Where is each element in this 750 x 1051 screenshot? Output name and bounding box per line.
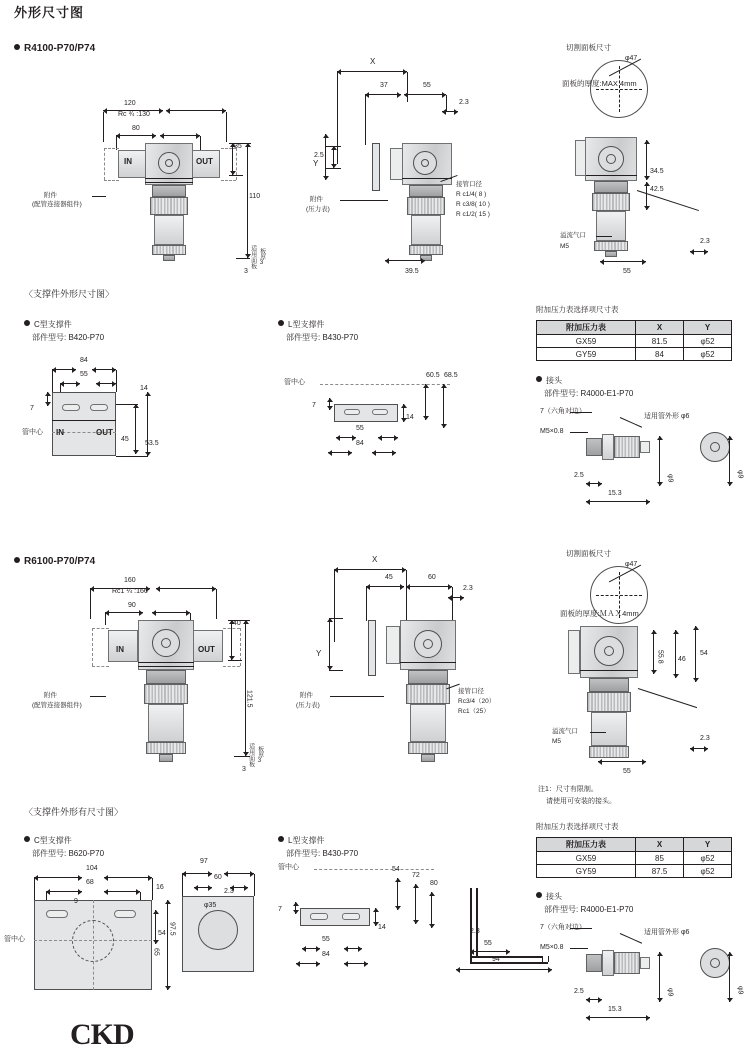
dim-23-6100: 2.3 [463,585,473,592]
joint-dim-hex-6100: 7（六角对边） [540,924,586,931]
cell-y-6100: φ52 [684,865,732,878]
b6100-dim-97: 97 [200,858,208,865]
panel-plate-rear-6100 [568,630,580,674]
label-accessory-connector: 附件 [44,192,57,199]
bracket-l-slot-right [372,409,388,415]
port-in-block [118,150,146,178]
joint-part-r6100: 部件型号: R4000-E1-P70 [544,905,634,914]
label-accessory-gauge-6100: 附件 [300,692,313,699]
joint-dim-m5-6100: M5×0.8 [540,944,564,951]
bracket-l-dim-605: 60.5 [426,372,440,379]
bracket-c-heading-6100: C型支撑件 [24,836,72,846]
neck-collar-side-6100 [408,670,448,684]
label-relief-port: 溢流气口 [560,232,586,239]
bracket-l-slot-left-6100 [310,913,328,920]
b6100l-dim-55b: 55 [484,940,492,947]
panel-cut-title: 切割面板尺寸 [566,43,611,52]
label-port-size-6100-2: Rc1（25） [458,708,490,715]
table-row [537,865,732,878]
th-x: X [636,321,684,335]
gauge-table-r4100 [536,320,732,361]
bowl-body [154,215,184,245]
joint-dim-hex: 7（六角对边） [540,408,586,415]
th-x-6100: X [636,838,684,852]
dim-120: 120 [124,100,136,107]
joint-dim-153-6100: 15.3 [608,1006,622,1013]
bowl-body-side [411,215,441,245]
bowl-ring-side-6100 [408,742,448,754]
bracket-c-part-label: 部件型号: B420-P70 [32,333,105,342]
dim-1215: 121.5 [245,690,253,708]
adjust-knob-side-center [421,159,429,167]
b6100-dim-65: 65 [152,948,160,956]
joint-dim-phi9: φ9 [666,474,674,483]
dim-110: 110 [249,193,261,200]
knob-front-center-6100 [161,638,171,648]
dim-37: 37 [380,82,388,89]
label-port-size-3: R c1/2( 15 ) [456,211,490,218]
joint-dim-25-6100: 2.5 [574,988,584,995]
drain-port [163,255,175,261]
neck-collar-rear [594,181,628,193]
slot-left [62,404,80,411]
joint-tube-end [640,441,650,453]
th-gauge: 附加压力表 [537,321,636,335]
label-accessory-connector-6100-sub: (配管连接器组件) [32,702,82,709]
label-port-size-1: R c1/4( 8 ) [456,191,487,198]
label-panel-thickness2: 板厚3 [258,248,265,266]
bowl-ring [152,245,186,255]
bowl-body-6100 [148,704,184,742]
b6100l-dim-55: 55 [322,936,330,943]
label-in-6100: IN [116,645,124,654]
bracket-c-dim-84: 84 [80,357,88,364]
joint-part-r4100: 部件型号: R4000-E1-P70 [544,389,634,398]
dim-rc114-166: Rc1 ¼ :166 [112,588,148,595]
dim-90: 90 [128,602,136,609]
table-row [537,348,732,361]
label-panel-thickness-6100: 适用面板 [247,743,254,767]
dim-45: 45 [385,574,393,581]
b6100l-dim-23b: 2.3 [470,928,480,935]
bracket-l-label-center-6100: 管中心 [278,864,299,871]
table-row [537,852,732,865]
joint-dim-tube-6100: 适用管外形 φ6 [644,929,690,936]
bracket-l-dim-84: 84 [356,440,364,447]
joint-dim-tube: 适用管外形 φ6 [644,413,690,420]
lock-ring [150,197,188,215]
joint-heading-r6100: 接头 [536,892,562,902]
panel-plate-rear [575,140,586,176]
bracket-c-label-out: OUT [96,428,113,437]
gauge-port-side [390,148,403,180]
dim-80: 80 [132,125,140,132]
label-relief-port-6100-m5: M5 [552,738,562,745]
dim-x-6100: X [372,555,378,564]
bowl-ring-rear-6100 [589,746,629,758]
th-y: Y [684,321,732,335]
joint-dim-phi9b-6100: φ9 [736,986,744,995]
joint-dim-phi9b: φ9 [736,470,744,479]
dim-345: 34.5 [650,168,664,175]
cell-x: 81.5 [636,335,684,348]
dim-46: 46 [678,656,686,663]
b6100l-dim-14: 14 [378,924,386,931]
label-out-6100: OUT [198,645,215,654]
adjust-knob-center [165,159,173,167]
label-out: OUT [196,157,213,166]
panel-cut-note-6100: 面板的厚度:ＭＡＸ4mm [560,609,639,618]
slot-right-6100 [114,910,136,918]
dim-23: 2.3 [459,99,469,106]
b6100-dim-16: 16 [156,884,164,891]
rear-note-6100-line2: 请使用可安装的接头。 [546,798,616,805]
dim-425: 42.5 [650,186,664,193]
dim-23-rear: 2.3 [700,238,710,245]
label-port-size-2: R c3/8( 10 ) [456,201,490,208]
label-port-size-6100: 接管口径 [458,688,484,695]
joint-dim-m5: M5×0.8 [540,428,564,435]
neck-collar [152,185,186,197]
knob-rear-center [606,154,616,164]
knob-side-center-6100 [423,639,433,649]
bracket-c-dim-55: 55 [80,371,88,378]
lock-ring-rear [592,193,630,211]
drain-port-rear [605,251,617,257]
lock-ring-rear-6100 [587,692,631,712]
panel-plate-side [372,143,380,191]
b6100l-dim-54: 54 [392,866,400,873]
dim-60: 60 [428,574,436,581]
gauge-port-side-6100 [386,626,400,664]
th-gauge-6100: 附加压力表 [537,838,636,852]
neck-collar-rear-6100 [589,678,629,692]
bracket-l-part-6100: 部件型号: B430-P70 [286,849,359,858]
dim-3-6100: 3 [242,766,246,773]
b6100-dim-phi35: φ35 [204,902,217,909]
label-relief-port-6100: 溢流气口 [552,728,578,735]
joint-thread-6100 [586,954,602,972]
bracket-l-slot-right-6100 [342,913,360,920]
b6100l-dim-72: 72 [412,872,420,879]
bracket-l-dim-685: 68.5 [444,372,458,379]
cell-gauge-6100: GY59 [537,865,636,878]
panel-plate-side-6100 [368,620,376,676]
bracket-c-heading: C型支撑件 [24,320,72,330]
slot-left-6100 [46,910,68,918]
dim-55-rear-6100: 55 [623,768,631,775]
bracket-c-part-6100: 部件型号: B620-P70 [32,849,105,858]
cell-x-6100: 85 [636,852,684,865]
section-heading-r4100: R4100-P70/P74 [14,43,95,54]
gauge-table-r6100 [536,837,732,878]
bracket-l-part-label: 部件型号: B430-P70 [286,333,359,342]
lock-ring-6100 [144,684,188,704]
dim-55-rear: 55 [623,268,631,275]
knob-rear-center-6100 [604,646,614,656]
dim-x: X [370,57,376,66]
joint-thread [586,438,602,456]
cell-y-6100: φ52 [684,852,732,865]
bracket-l-dim-14: 14 [406,414,414,421]
cell-gauge: GX59 [537,335,636,348]
bracket-c-hole-6100 [72,920,114,962]
joint-tube-end-6100 [640,957,650,969]
label-accessory-gauge: 附件 [310,196,323,203]
page-title: 外形尺寸图 [14,5,85,20]
joint-dim-153: 15.3 [608,490,622,497]
neck-collar-6100 [146,670,186,684]
dim-rc34-130: Rc ¾ :130 [118,111,150,118]
dim-23-rear-6100: 2.3 [700,735,710,742]
dim-3: 3 [244,268,248,275]
bracket-c-dim-7: 7 [30,405,34,412]
bracket-c-dim-535: 53.5 [145,440,159,447]
gauge-table-title-r6100: 附加压力表选择项尺寸表 [536,822,619,831]
drain-port-side-6100 [421,754,435,762]
label-panel-thickness-6100b: 板厚3 [256,746,263,764]
bracket-l-heading: L型支撑件 [278,320,324,330]
bracket-l-dim-55: 55 [356,425,364,432]
label-accessory-connector-6100: 附件 [44,692,57,699]
cell-gauge: GY59 [537,348,636,361]
dim-y-6100: Y [316,649,322,658]
table-row [537,335,732,348]
panel-cut-dia: φ47 [625,55,638,62]
dim-25: 2.5 [314,152,324,159]
b6100-dim-975: 97.5 [168,922,176,936]
bowl-body-side-6100 [410,704,446,742]
lock-ring-side [407,197,445,215]
label-accessory-gauge-sub: (压力表) [306,206,330,213]
bowl-ring-6100 [146,742,186,754]
joint-nut [614,436,640,458]
bracket-l-slot-left [344,409,360,415]
cell-x: 84 [636,348,684,361]
bowl-body-rear-6100 [591,712,627,746]
label-port-size-6100-1: Rc3/4（20） [458,698,496,705]
b6100-dim-68: 68 [86,879,94,886]
section-heading-r6100: R6100-P70/P74 [14,556,95,567]
joint-nut-6100 [614,952,640,974]
b6100l-dim-94: 94 [492,956,500,963]
cell-y: φ52 [684,335,732,348]
dim-40: 40 [233,620,241,627]
b6100l-dim-80: 80 [430,880,438,887]
bracket-c-plate [52,392,116,456]
label-in: IN [124,157,132,166]
joint-hex [602,434,614,460]
gauge-table-title-r4100: 附加压力表选择项尺寸表 [536,305,619,314]
joint-dim-25: 2.5 [574,472,584,479]
lock-ring-side-6100 [406,684,450,704]
dim-54: 54 [700,650,708,657]
bracket-l-heading-6100: L型支撑件 [278,836,324,846]
dim-35: 35 [234,143,242,150]
cell-gauge-6100: GX59 [537,852,636,865]
joint-dim-phi9-6100: φ9 [666,988,674,997]
bracket-c-label-center: 管中心 [22,429,43,436]
rear-note-6100-line1: 注1：尺寸有限制。 [538,786,598,793]
dim-395: 39.5 [405,268,419,275]
bracket-c-label-in: IN [56,428,64,437]
drain-port-6100 [159,754,173,762]
bracket-l-dim-7: 7 [312,402,316,409]
bracket-l-label-center: 管中心 [284,379,305,386]
label-accessory-gauge-6100-sub: (压力表) [296,702,320,709]
dim-55: 55 [423,82,431,89]
bracket-c-bore-6100 [198,910,238,950]
b6100-dim-23: 2.3 [224,888,234,895]
ckd-logo: CKD [70,1018,134,1051]
slot-right [90,404,108,411]
label-accessory-connector-sub: (配管连接器组件) [32,201,82,208]
b6100-label-center: 管中心 [4,936,25,943]
joint-hex-6100 [602,950,614,976]
panel-cut-title-6100: 切割面板尺寸 [566,549,611,558]
joint-end-bore [710,442,720,452]
label-relief-port-m5: M5 [560,243,570,250]
bowl-ring-side [409,245,443,255]
b6100l-dim-7: 7 [278,906,282,913]
b6100-dim-9: 9 [74,898,78,905]
dim-y: Y [313,159,319,168]
cell-y: φ52 [684,348,732,361]
bowl-ring-rear [594,241,628,251]
th-y-6100: Y [684,838,732,852]
bracket-title-r6100: 〈支撑件外形有尺寸图〉 [24,807,124,817]
label-panel-thickness: 适用面板 [249,245,256,269]
bracket-c-dim-45: 45 [121,436,129,443]
bracket-c-dim-14: 14 [140,385,148,392]
panel-cut-dia-6100: φ47 [625,561,638,568]
label-port-size: 接管口径 [456,181,482,188]
cell-x-6100: 87.5 [636,865,684,878]
dim-160: 160 [124,577,136,584]
joint-heading-r4100: 接头 [536,376,562,386]
b6100-dim-104: 104 [86,865,98,872]
dim-558: 55.8 [656,650,664,664]
joint-end-bore-6100 [710,958,720,968]
b6100-dim-54: 54 [158,930,166,937]
b6100l-dim-84: 84 [322,951,330,958]
panel-cut-note: 面板的厚度:MAX 4mm [562,79,637,88]
bracket-title-r4100: 〈支撑件外形尺寸图〉 [24,289,115,299]
b6100-dim-60: 60 [214,874,222,881]
neck-collar-side [409,185,443,197]
